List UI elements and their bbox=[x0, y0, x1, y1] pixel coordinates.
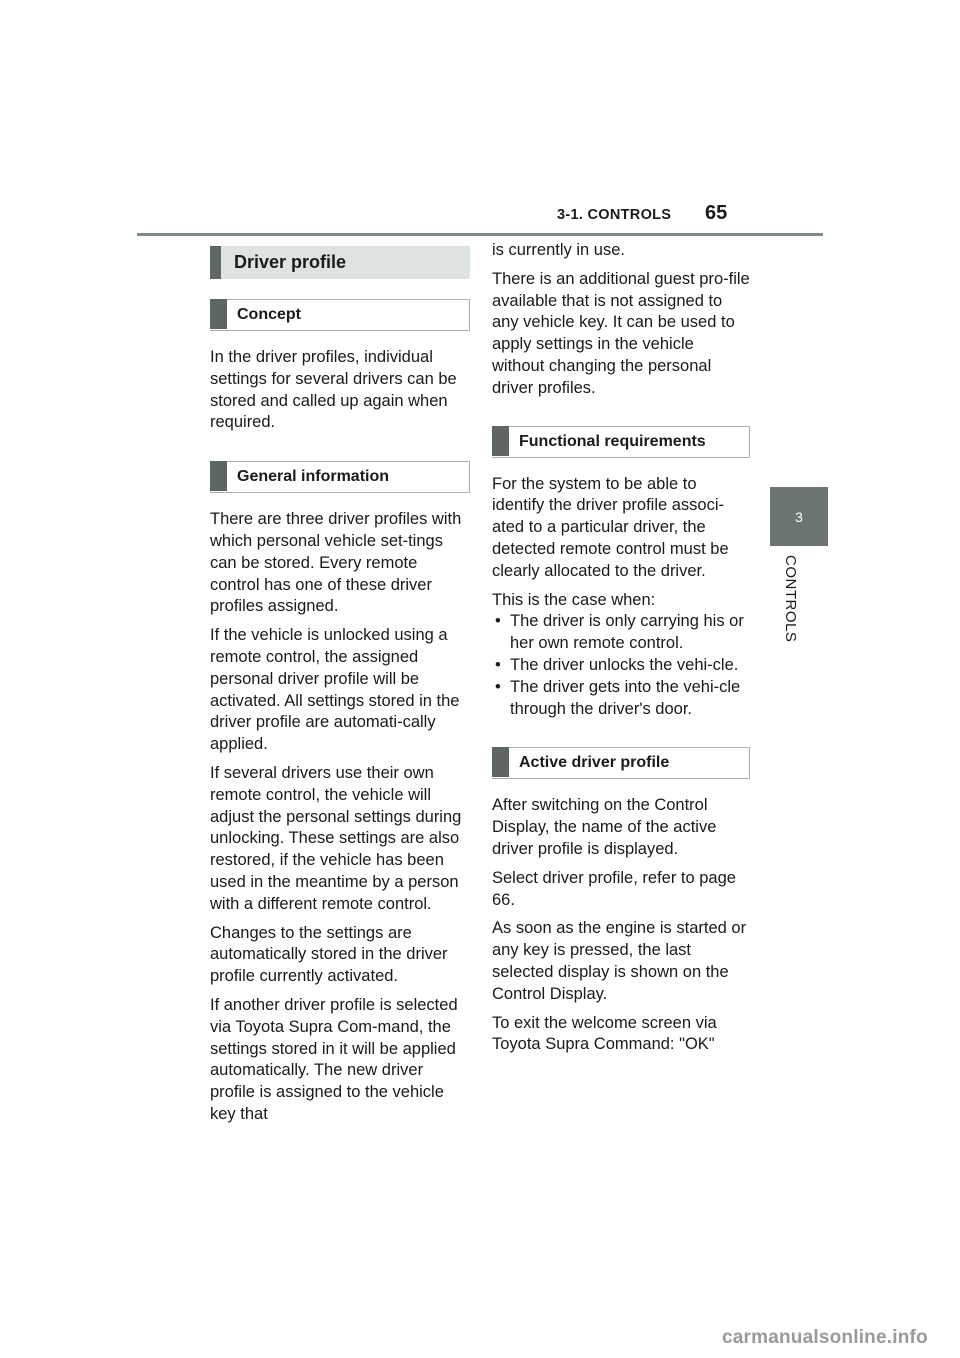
list-item: • The driver is only carrying his or her own remote control. bbox=[492, 611, 750, 655]
concept-paragraph: In the driver profiles, individual settings for several drivers can be stored and called up again when required. bbox=[210, 348, 457, 432]
heading-bar bbox=[210, 299, 227, 329]
general-heading-text: General information bbox=[237, 468, 390, 486]
watermark-text: carmanualsonline.info bbox=[722, 1327, 928, 1348]
heading-bar bbox=[492, 426, 509, 456]
section-title: 3-1. CONTROLS bbox=[557, 207, 672, 223]
guest-paragraph: There is an additional guest pro-file available that is not assigned to any vehicle key. It can be used to apply settings in the vehicle without changing the personal driver profiles. bbox=[492, 269, 750, 397]
continuation-paragraph: is currently in use. bbox=[492, 241, 625, 259]
general-paragraph: If another driver profile is selected via Toyota Supra Com-mand, the settings stored in it will be applied automatically. The new driver profile is assigned to the vehicle key that bbox=[210, 995, 458, 1123]
general-paragraph: If several drivers use their own remote control, the vehicle will adjust the personal settings during unlocking. These settings are also restored, if the vehicle has been used in the meantime by a person with a different remote control. bbox=[210, 763, 462, 913]
header-divider bbox=[137, 233, 823, 236]
active-paragraph: Select driver profile, refer to page 66. bbox=[492, 868, 736, 909]
list-item: • The driver gets into the vehi-cle through the driver's door. bbox=[492, 677, 750, 721]
right-column bbox=[492, 240, 750, 1063]
case-intro: This is the case when: bbox=[492, 590, 656, 609]
active-paragraph: To exit the welcome screen via Toyota Supra Command: "OK" bbox=[492, 1013, 717, 1054]
active-heading bbox=[492, 747, 750, 779]
requirements-heading-text: Functional requirements bbox=[519, 432, 706, 450]
requirements-paragraph: For the system to be able to identify the driver profile associ-ated to a particular driver, the detected remote control must be clearly allocated to the driver. bbox=[492, 474, 729, 580]
concept-heading bbox=[210, 299, 470, 331]
general-paragraph: Changes to the settings are automatically stored in the driver profile currently activated. bbox=[210, 923, 448, 986]
heading-bar bbox=[492, 747, 509, 777]
general-heading bbox=[210, 461, 470, 493]
requirements-heading bbox=[492, 426, 750, 458]
requirements-list bbox=[492, 611, 750, 720]
active-paragraph: After switching on the Control Display, the name of the active driver profile is displayed. bbox=[492, 796, 717, 858]
heading-bar bbox=[210, 246, 221, 279]
concept-heading-text: Concept bbox=[237, 306, 301, 324]
heading-bar bbox=[210, 461, 227, 491]
main-heading-text: Driver profile bbox=[234, 251, 347, 272]
page-number: 65 bbox=[705, 202, 728, 224]
active-paragraph: As soon as the engine is started or any key is pressed, the last selected display is shown on the Control Display. bbox=[492, 919, 747, 1003]
list-item: • The driver unlocks the vehi-cle. bbox=[492, 655, 750, 677]
main-heading bbox=[210, 246, 470, 279]
chapter-tab bbox=[770, 487, 828, 546]
left-column bbox=[210, 246, 470, 1133]
general-paragraph: There are three driver profiles with which personal vehicle set-tings can be stored. Every remote control has one of these driver profiles assigned. bbox=[210, 510, 462, 616]
general-paragraph: If the vehicle is unlocked using a remote control, the assigned personal driver profile will be activated. All settings stored in the driver profile are automati-cally applied. bbox=[210, 626, 460, 754]
chapter-label: CONTROLS bbox=[782, 555, 799, 643]
chapter-number: 3 bbox=[795, 508, 803, 525]
active-heading-text: Active driver profile bbox=[519, 754, 670, 772]
